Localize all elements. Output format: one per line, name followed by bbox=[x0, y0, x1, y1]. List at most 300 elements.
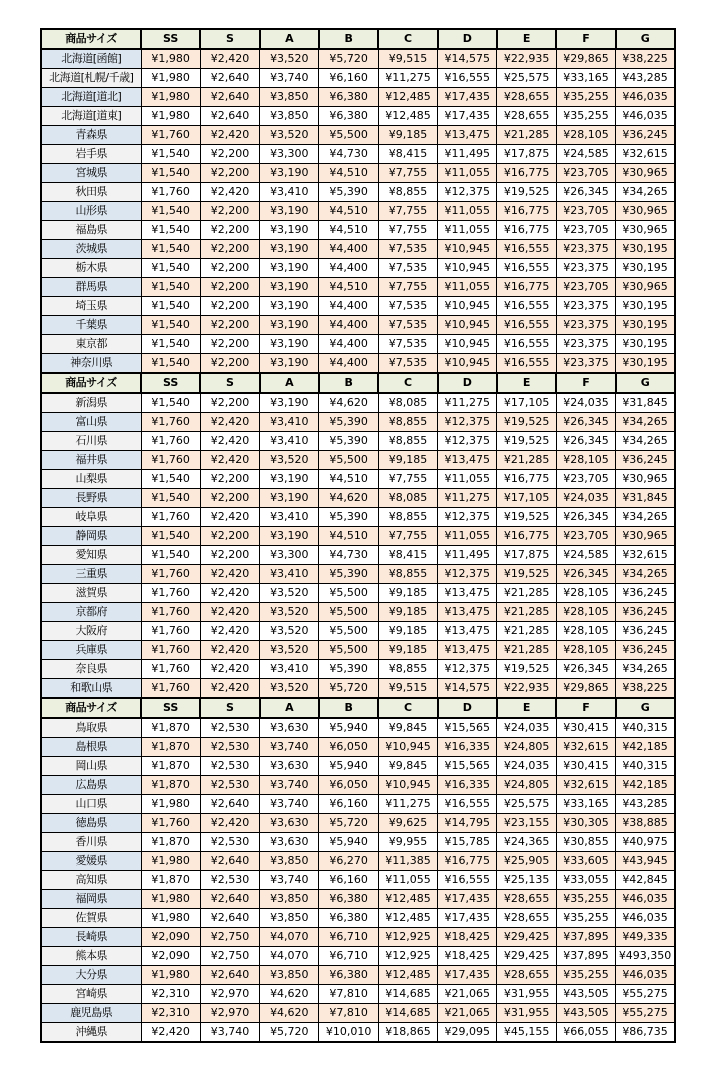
price-cell: ¥16,775 bbox=[497, 470, 556, 489]
price-cell: ¥10,945 bbox=[438, 259, 497, 278]
price-cell: ¥3,630 bbox=[260, 814, 319, 833]
price-cell: ¥7,755 bbox=[378, 278, 437, 297]
prefecture-cell: 福岡県 bbox=[41, 890, 141, 909]
price-cell: ¥2,200 bbox=[200, 297, 259, 316]
size-column-header-cell: G bbox=[616, 373, 675, 393]
price-cell: ¥3,190 bbox=[260, 527, 319, 546]
table-row bbox=[41, 413, 675, 432]
price-cell: ¥13,475 bbox=[438, 641, 497, 660]
price-cell: ¥16,775 bbox=[497, 202, 556, 221]
price-cell: ¥7,755 bbox=[378, 470, 437, 489]
prefecture-cell: 高知県 bbox=[41, 871, 141, 890]
price-cell: ¥23,375 bbox=[556, 335, 615, 354]
size-column-header-cell: B bbox=[319, 29, 378, 49]
price-cell: ¥28,105 bbox=[556, 584, 615, 603]
table-row bbox=[41, 622, 675, 641]
price-cell: ¥3,410 bbox=[260, 565, 319, 584]
price-cell: ¥34,265 bbox=[616, 183, 675, 202]
size-header-row bbox=[41, 29, 675, 49]
price-cell: ¥13,475 bbox=[438, 603, 497, 622]
price-cell: ¥7,810 bbox=[319, 1004, 378, 1023]
table-row bbox=[41, 145, 675, 164]
price-cell: ¥30,195 bbox=[616, 335, 675, 354]
price-cell: ¥16,555 bbox=[497, 259, 556, 278]
price-cell: ¥18,865 bbox=[378, 1023, 437, 1043]
price-cell: ¥1,870 bbox=[141, 871, 200, 890]
price-cell: ¥2,970 bbox=[200, 1004, 259, 1023]
price-cell: ¥2,200 bbox=[200, 546, 259, 565]
price-cell: ¥6,380 bbox=[319, 890, 378, 909]
table-row bbox=[41, 718, 675, 738]
size-column-header-cell: S bbox=[200, 698, 259, 718]
price-cell: ¥16,555 bbox=[497, 316, 556, 335]
price-cell: ¥30,195 bbox=[616, 240, 675, 259]
size-column-header-cell: S bbox=[200, 29, 259, 49]
price-cell: ¥9,185 bbox=[378, 126, 437, 145]
price-cell: ¥10,010 bbox=[319, 1023, 378, 1043]
price-cell: ¥6,270 bbox=[319, 852, 378, 871]
price-cell: ¥4,070 bbox=[260, 928, 319, 947]
price-cell: ¥2,200 bbox=[200, 164, 259, 183]
price-cell: ¥2,200 bbox=[200, 354, 259, 374]
price-cell: ¥9,625 bbox=[378, 814, 437, 833]
price-cell: ¥31,845 bbox=[616, 489, 675, 508]
price-cell: ¥5,720 bbox=[319, 49, 378, 69]
price-cell: ¥42,845 bbox=[616, 871, 675, 890]
price-cell: ¥32,615 bbox=[616, 546, 675, 565]
price-cell: ¥43,505 bbox=[556, 1004, 615, 1023]
price-cell: ¥8,855 bbox=[378, 432, 437, 451]
price-cell: ¥3,850 bbox=[260, 852, 319, 871]
price-cell: ¥35,255 bbox=[556, 966, 615, 985]
price-cell: ¥2,420 bbox=[200, 641, 259, 660]
price-cell: ¥4,510 bbox=[319, 202, 378, 221]
price-cell: ¥3,190 bbox=[260, 335, 319, 354]
price-cell: ¥8,415 bbox=[378, 546, 437, 565]
price-cell: ¥10,945 bbox=[378, 776, 437, 795]
prefecture-cell: 神奈川県 bbox=[41, 354, 141, 374]
price-cell: ¥26,345 bbox=[556, 432, 615, 451]
price-cell: ¥21,065 bbox=[438, 1004, 497, 1023]
price-cell: ¥7,535 bbox=[378, 297, 437, 316]
price-cell: ¥1,540 bbox=[141, 354, 200, 374]
price-cell: ¥12,925 bbox=[378, 928, 437, 947]
price-sheet bbox=[40, 28, 676, 1043]
price-cell: ¥16,775 bbox=[497, 221, 556, 240]
price-cell: ¥2,530 bbox=[200, 833, 259, 852]
price-cell: ¥2,200 bbox=[200, 316, 259, 335]
price-cell: ¥34,265 bbox=[616, 565, 675, 584]
price-cell: ¥2,640 bbox=[200, 795, 259, 814]
price-cell: ¥2,420 bbox=[200, 565, 259, 584]
price-cell: ¥16,555 bbox=[497, 354, 556, 374]
table-row bbox=[41, 928, 675, 947]
table-row bbox=[41, 183, 675, 202]
price-cell: ¥2,200 bbox=[200, 145, 259, 164]
price-cell: ¥37,895 bbox=[556, 947, 615, 966]
prefecture-cell: 愛媛県 bbox=[41, 852, 141, 871]
prefecture-cell: 秋田県 bbox=[41, 183, 141, 202]
table-row bbox=[41, 489, 675, 508]
price-cell: ¥3,740 bbox=[260, 738, 319, 757]
price-cell: ¥8,855 bbox=[378, 565, 437, 584]
price-cell: ¥18,425 bbox=[438, 928, 497, 947]
price-cell: ¥11,385 bbox=[378, 852, 437, 871]
price-cell: ¥10,945 bbox=[438, 354, 497, 374]
price-cell: ¥2,640 bbox=[200, 69, 259, 88]
price-cell: ¥42,185 bbox=[616, 738, 675, 757]
size-column-header-cell: A bbox=[260, 698, 319, 718]
table-row bbox=[41, 451, 675, 470]
prefecture-cell: 栃木県 bbox=[41, 259, 141, 278]
price-cell: ¥3,190 bbox=[260, 316, 319, 335]
price-cell: ¥2,420 bbox=[200, 432, 259, 451]
price-cell: ¥1,760 bbox=[141, 660, 200, 679]
price-cell: ¥14,575 bbox=[438, 679, 497, 699]
price-cell: ¥5,390 bbox=[319, 413, 378, 432]
price-cell: ¥2,420 bbox=[200, 603, 259, 622]
prefecture-cell: 岡山県 bbox=[41, 757, 141, 776]
price-cell: ¥11,055 bbox=[438, 202, 497, 221]
price-cell: ¥18,425 bbox=[438, 947, 497, 966]
table-row bbox=[41, 909, 675, 928]
price-cell: ¥31,955 bbox=[497, 1004, 556, 1023]
price-cell: ¥13,475 bbox=[438, 622, 497, 641]
prefecture-cell: 島根県 bbox=[41, 738, 141, 757]
table-row bbox=[41, 603, 675, 622]
price-cell: ¥1,540 bbox=[141, 259, 200, 278]
price-cell: ¥9,185 bbox=[378, 622, 437, 641]
price-cell: ¥21,285 bbox=[497, 451, 556, 470]
price-cell: ¥16,555 bbox=[497, 335, 556, 354]
price-cell: ¥2,970 bbox=[200, 985, 259, 1004]
size-column-header-cell: B bbox=[319, 373, 378, 393]
table-row bbox=[41, 316, 675, 335]
price-cell: ¥3,740 bbox=[260, 69, 319, 88]
price-cell: ¥16,775 bbox=[497, 278, 556, 297]
price-cell: ¥9,515 bbox=[378, 49, 437, 69]
price-cell: ¥28,105 bbox=[556, 451, 615, 470]
price-cell: ¥1,540 bbox=[141, 546, 200, 565]
price-cell: ¥6,710 bbox=[319, 947, 378, 966]
price-cell: ¥17,435 bbox=[438, 107, 497, 126]
price-cell: ¥46,035 bbox=[616, 107, 675, 126]
table-row bbox=[41, 795, 675, 814]
price-cell: ¥6,050 bbox=[319, 738, 378, 757]
table-row bbox=[41, 814, 675, 833]
price-cell: ¥7,535 bbox=[378, 335, 437, 354]
prefecture-cell: 岐阜県 bbox=[41, 508, 141, 527]
prefecture-cell: 石川県 bbox=[41, 432, 141, 451]
price-cell: ¥30,195 bbox=[616, 316, 675, 335]
price-cell: ¥14,685 bbox=[378, 1004, 437, 1023]
price-cell: ¥22,935 bbox=[497, 679, 556, 699]
price-cell: ¥21,285 bbox=[497, 584, 556, 603]
size-column-header-cell: F bbox=[556, 29, 615, 49]
price-cell: ¥2,310 bbox=[141, 1004, 200, 1023]
price-cell: ¥1,760 bbox=[141, 603, 200, 622]
price-cell: ¥2,640 bbox=[200, 88, 259, 107]
price-cell: ¥12,485 bbox=[378, 966, 437, 985]
prefecture-cell: 山形県 bbox=[41, 202, 141, 221]
price-cell: ¥24,035 bbox=[556, 489, 615, 508]
price-cell: ¥1,760 bbox=[141, 126, 200, 145]
product-size-header-cell: 商品サイズ bbox=[41, 698, 141, 718]
price-cell: ¥7,755 bbox=[378, 221, 437, 240]
price-cell: ¥12,925 bbox=[378, 947, 437, 966]
price-cell: ¥8,855 bbox=[378, 183, 437, 202]
price-cell: ¥34,265 bbox=[616, 413, 675, 432]
price-cell: ¥46,035 bbox=[616, 909, 675, 928]
price-cell: ¥40,315 bbox=[616, 757, 675, 776]
price-cell: ¥1,980 bbox=[141, 795, 200, 814]
price-table-body bbox=[41, 29, 675, 1042]
price-cell: ¥19,525 bbox=[497, 508, 556, 527]
price-cell: ¥10,945 bbox=[378, 738, 437, 757]
price-cell: ¥1,540 bbox=[141, 145, 200, 164]
prefecture-cell: 群馬県 bbox=[41, 278, 141, 297]
price-cell: ¥4,730 bbox=[319, 546, 378, 565]
price-cell: ¥3,850 bbox=[260, 890, 319, 909]
price-cell: ¥2,640 bbox=[200, 852, 259, 871]
price-cell: ¥3,520 bbox=[260, 584, 319, 603]
price-cell: ¥12,485 bbox=[378, 890, 437, 909]
price-cell: ¥1,870 bbox=[141, 833, 200, 852]
price-cell: ¥5,720 bbox=[319, 679, 378, 699]
price-cell: ¥9,845 bbox=[378, 757, 437, 776]
price-cell: ¥2,420 bbox=[200, 814, 259, 833]
price-cell: ¥11,495 bbox=[438, 546, 497, 565]
price-cell: ¥2,420 bbox=[200, 584, 259, 603]
table-row bbox=[41, 966, 675, 985]
price-cell: ¥1,540 bbox=[141, 489, 200, 508]
price-cell: ¥11,055 bbox=[438, 164, 497, 183]
price-cell: ¥1,980 bbox=[141, 966, 200, 985]
size-column-header-cell: F bbox=[556, 698, 615, 718]
price-cell: ¥34,265 bbox=[616, 432, 675, 451]
price-cell: ¥9,185 bbox=[378, 641, 437, 660]
price-cell: ¥28,655 bbox=[497, 890, 556, 909]
price-cell: ¥1,760 bbox=[141, 679, 200, 699]
price-cell: ¥23,375 bbox=[556, 297, 615, 316]
price-cell: ¥2,750 bbox=[200, 928, 259, 947]
price-cell: ¥25,905 bbox=[497, 852, 556, 871]
size-column-header-cell: D bbox=[438, 698, 497, 718]
price-cell: ¥2,200 bbox=[200, 527, 259, 546]
price-cell: ¥12,375 bbox=[438, 432, 497, 451]
prefecture-cell: 静岡県 bbox=[41, 527, 141, 546]
price-cell: ¥38,225 bbox=[616, 49, 675, 69]
price-cell: ¥1,760 bbox=[141, 814, 200, 833]
price-cell: ¥24,585 bbox=[556, 145, 615, 164]
price-cell: ¥13,475 bbox=[438, 451, 497, 470]
price-cell: ¥2,090 bbox=[141, 928, 200, 947]
price-cell: ¥9,185 bbox=[378, 603, 437, 622]
price-cell: ¥32,615 bbox=[616, 145, 675, 164]
price-cell: ¥29,425 bbox=[497, 947, 556, 966]
price-cell: ¥8,855 bbox=[378, 508, 437, 527]
price-cell: ¥8,085 bbox=[378, 489, 437, 508]
table-row bbox=[41, 871, 675, 890]
price-cell: ¥36,245 bbox=[616, 126, 675, 145]
price-cell: ¥1,540 bbox=[141, 221, 200, 240]
size-column-header-cell: G bbox=[616, 29, 675, 49]
price-cell: ¥2,420 bbox=[141, 1023, 200, 1043]
table-row bbox=[41, 679, 675, 699]
price-cell: ¥5,500 bbox=[319, 641, 378, 660]
table-row bbox=[41, 641, 675, 660]
prefecture-cell: 千葉県 bbox=[41, 316, 141, 335]
price-cell: ¥33,165 bbox=[556, 795, 615, 814]
price-cell: ¥33,055 bbox=[556, 871, 615, 890]
price-cell: ¥33,605 bbox=[556, 852, 615, 871]
prefecture-cell: 富山県 bbox=[41, 413, 141, 432]
price-cell: ¥3,520 bbox=[260, 622, 319, 641]
price-cell: ¥23,705 bbox=[556, 527, 615, 546]
price-cell: ¥23,375 bbox=[556, 259, 615, 278]
table-row bbox=[41, 985, 675, 1004]
price-cell: ¥2,420 bbox=[200, 622, 259, 641]
price-cell: ¥17,435 bbox=[438, 88, 497, 107]
price-cell: ¥4,510 bbox=[319, 164, 378, 183]
price-cell: ¥4,400 bbox=[319, 354, 378, 374]
price-cell: ¥2,750 bbox=[200, 947, 259, 966]
price-cell: ¥16,555 bbox=[438, 795, 497, 814]
price-cell: ¥4,400 bbox=[319, 240, 378, 259]
table-row bbox=[41, 259, 675, 278]
size-column-header-cell: F bbox=[556, 373, 615, 393]
price-cell: ¥9,185 bbox=[378, 451, 437, 470]
prefecture-cell: 鹿児島県 bbox=[41, 1004, 141, 1023]
price-cell: ¥43,285 bbox=[616, 69, 675, 88]
price-cell: ¥2,420 bbox=[200, 126, 259, 145]
price-cell: ¥4,510 bbox=[319, 470, 378, 489]
price-cell: ¥11,055 bbox=[438, 221, 497, 240]
prefecture-cell: 和歌山県 bbox=[41, 679, 141, 699]
price-cell: ¥1,980 bbox=[141, 69, 200, 88]
price-cell: ¥46,035 bbox=[616, 88, 675, 107]
prefecture-cell: 北海道[道北] bbox=[41, 88, 141, 107]
price-cell: ¥17,435 bbox=[438, 890, 497, 909]
price-cell: ¥2,310 bbox=[141, 985, 200, 1004]
price-cell: ¥28,655 bbox=[497, 966, 556, 985]
price-cell: ¥1,760 bbox=[141, 622, 200, 641]
price-cell: ¥12,485 bbox=[378, 88, 437, 107]
price-cell: ¥16,775 bbox=[497, 164, 556, 183]
price-cell: ¥30,965 bbox=[616, 278, 675, 297]
size-column-header-cell: SS bbox=[141, 29, 200, 49]
price-cell: ¥1,540 bbox=[141, 240, 200, 259]
price-cell: ¥21,285 bbox=[497, 126, 556, 145]
price-cell: ¥33,165 bbox=[556, 69, 615, 88]
price-cell: ¥2,200 bbox=[200, 240, 259, 259]
price-cell: ¥31,845 bbox=[616, 393, 675, 413]
price-cell: ¥34,265 bbox=[616, 508, 675, 527]
price-cell: ¥2,530 bbox=[200, 776, 259, 795]
price-cell: ¥26,345 bbox=[556, 660, 615, 679]
price-cell: ¥2,530 bbox=[200, 738, 259, 757]
price-cell: ¥55,275 bbox=[616, 1004, 675, 1023]
price-cell: ¥3,190 bbox=[260, 164, 319, 183]
price-cell: ¥2,640 bbox=[200, 107, 259, 126]
price-cell: ¥16,775 bbox=[438, 852, 497, 871]
price-cell: ¥26,345 bbox=[556, 508, 615, 527]
price-cell: ¥3,190 bbox=[260, 393, 319, 413]
price-cell: ¥11,275 bbox=[438, 393, 497, 413]
price-cell: ¥30,965 bbox=[616, 221, 675, 240]
prefecture-cell: 宮城県 bbox=[41, 164, 141, 183]
price-cell: ¥10,945 bbox=[438, 297, 497, 316]
table-row bbox=[41, 88, 675, 107]
price-cell: ¥2,420 bbox=[200, 49, 259, 69]
table-row bbox=[41, 852, 675, 871]
price-cell: ¥3,190 bbox=[260, 240, 319, 259]
price-cell: ¥30,305 bbox=[556, 814, 615, 833]
price-cell: ¥17,435 bbox=[438, 909, 497, 928]
price-cell: ¥1,540 bbox=[141, 202, 200, 221]
table-row bbox=[41, 660, 675, 679]
price-cell: ¥9,845 bbox=[378, 718, 437, 738]
prefecture-cell: 長野県 bbox=[41, 489, 141, 508]
price-cell: ¥3,520 bbox=[260, 451, 319, 470]
price-cell: ¥2,420 bbox=[200, 413, 259, 432]
table-row bbox=[41, 164, 675, 183]
price-cell: ¥3,190 bbox=[260, 470, 319, 489]
price-cell: ¥5,500 bbox=[319, 451, 378, 470]
price-cell: ¥6,160 bbox=[319, 795, 378, 814]
price-cell: ¥14,795 bbox=[438, 814, 497, 833]
price-cell: ¥3,300 bbox=[260, 546, 319, 565]
price-cell: ¥3,740 bbox=[260, 776, 319, 795]
price-cell: ¥4,620 bbox=[319, 393, 378, 413]
price-cell: ¥16,555 bbox=[497, 297, 556, 316]
price-cell: ¥1,540 bbox=[141, 527, 200, 546]
table-row bbox=[41, 278, 675, 297]
price-cell: ¥3,410 bbox=[260, 413, 319, 432]
table-row bbox=[41, 297, 675, 316]
price-cell: ¥5,390 bbox=[319, 432, 378, 451]
size-column-header-cell: C bbox=[378, 29, 437, 49]
price-cell: ¥5,500 bbox=[319, 584, 378, 603]
price-cell: ¥4,620 bbox=[260, 1004, 319, 1023]
prefecture-cell: 香川県 bbox=[41, 833, 141, 852]
price-cell: ¥12,375 bbox=[438, 413, 497, 432]
price-cell: ¥5,500 bbox=[319, 622, 378, 641]
price-cell: ¥36,245 bbox=[616, 641, 675, 660]
price-cell: ¥23,705 bbox=[556, 221, 615, 240]
price-cell: ¥3,630 bbox=[260, 757, 319, 776]
price-cell: ¥25,575 bbox=[497, 795, 556, 814]
price-cell: ¥3,520 bbox=[260, 641, 319, 660]
price-cell: ¥2,200 bbox=[200, 470, 259, 489]
price-cell: ¥38,885 bbox=[616, 814, 675, 833]
price-cell: ¥15,565 bbox=[438, 757, 497, 776]
price-cell: ¥3,520 bbox=[260, 679, 319, 699]
table-row bbox=[41, 335, 675, 354]
size-header-row bbox=[41, 373, 675, 393]
price-cell: ¥66,055 bbox=[556, 1023, 615, 1043]
price-cell: ¥45,155 bbox=[497, 1023, 556, 1043]
price-cell: ¥23,375 bbox=[556, 316, 615, 335]
price-cell: ¥493,350 bbox=[616, 947, 675, 966]
price-cell: ¥17,875 bbox=[497, 145, 556, 164]
price-cell: ¥29,425 bbox=[497, 928, 556, 947]
price-cell: ¥30,965 bbox=[616, 202, 675, 221]
price-cell: ¥7,535 bbox=[378, 316, 437, 335]
prefecture-cell: 長崎県 bbox=[41, 928, 141, 947]
price-cell: ¥35,255 bbox=[556, 909, 615, 928]
price-cell: ¥2,200 bbox=[200, 489, 259, 508]
